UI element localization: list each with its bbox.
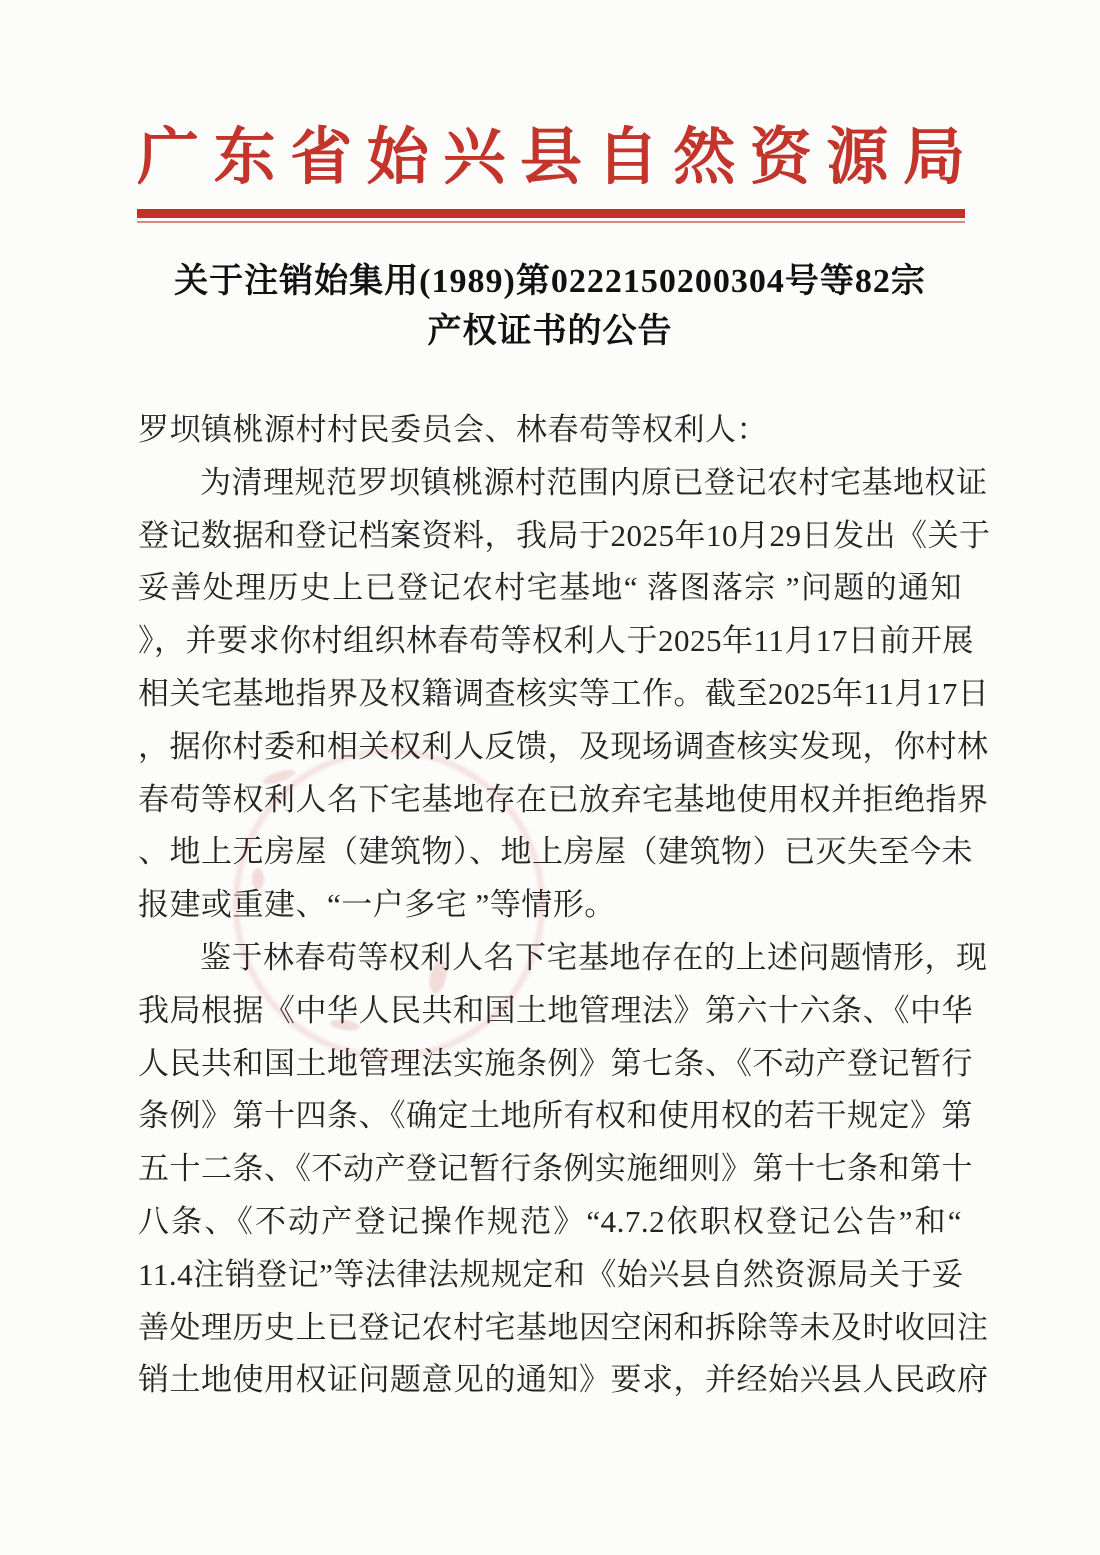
body-line: 春苟等权利人名下宅基地存在已放弃宅基地使用权并拒绝指界 (138, 781, 989, 817)
body-line: 妥善处理历史上已登记农村宅基地“ 落图落宗 ”问题的通知 (138, 570, 962, 606)
letterhead-rule-thin (137, 221, 965, 223)
body-line: 、地上无房屋（建筑物）、地上房屋（建筑物）已灭失至今未 (138, 834, 973, 870)
body-line: 销土地使用权证问题意见的通知》要求，并经始兴县人民政府 (138, 1362, 989, 1398)
body-line: 罗坝镇桃源村村民委员会、林春苟等权利人： (138, 412, 768, 447)
body-line: 11.4注销登记”等法律法规规定和《始兴县自然资源局关于妥 (138, 1256, 964, 1292)
agency-letterhead: 广东省始兴县自然资源局 (137, 124, 965, 192)
body-line: 八条、《不动产登记操作规范》“4.7.2依职权登记公告”和“ (138, 1203, 962, 1239)
body-line: 为清理规范罗坝镇桃源村范围内原已登记农村宅基地权证 (200, 464, 988, 500)
document-title-line-2: 产权证书的公告 (427, 313, 673, 350)
document-title (0, 257, 1100, 357)
body-line: 相关宅基地指界及权籍调查核实等工作。截至2025年11月17日 (138, 675, 990, 711)
body-line: ，据你村委和相关权利人反馈，及现场调查核实发现，你村林 (138, 728, 989, 764)
body-line: 登记数据和登记档案资料，我局于2025年10月29日发出《关于 (138, 517, 991, 553)
body-line: 》，并要求你村组织林春苟等权利人于2025年11月17日前开展 (138, 623, 974, 659)
body-line: 我局根据《中华人民共和国土地管理法》第六十六条、《中华 (138, 992, 973, 1028)
body-line: 条例》第十四条、《确定土地所有权和使用权的若干规定》第 (138, 1098, 973, 1134)
body-line: 善处理历史上已登记农村宅基地因空闲和拆除等未及时收回注 (138, 1309, 989, 1345)
body-line: 报建或重建、“一户多宅 ”等情形。 (138, 887, 616, 923)
letterhead-rule-thick (137, 209, 965, 218)
body-line: 鉴于林春苟等权利人名下宅基地存在的上述问题情形，现 (200, 939, 988, 975)
body-line: 五十二条、《不动产登记暂行条例实施细则》第十七条和第十 (138, 1151, 973, 1187)
document-body (138, 404, 991, 1407)
body-line: 人民共和国土地管理法实施条例》第七条、《不动产登记暂行 (138, 1045, 973, 1081)
document-title-line-1: 关于注销始集用(1989)第0222150200304号等82宗 (174, 263, 926, 300)
